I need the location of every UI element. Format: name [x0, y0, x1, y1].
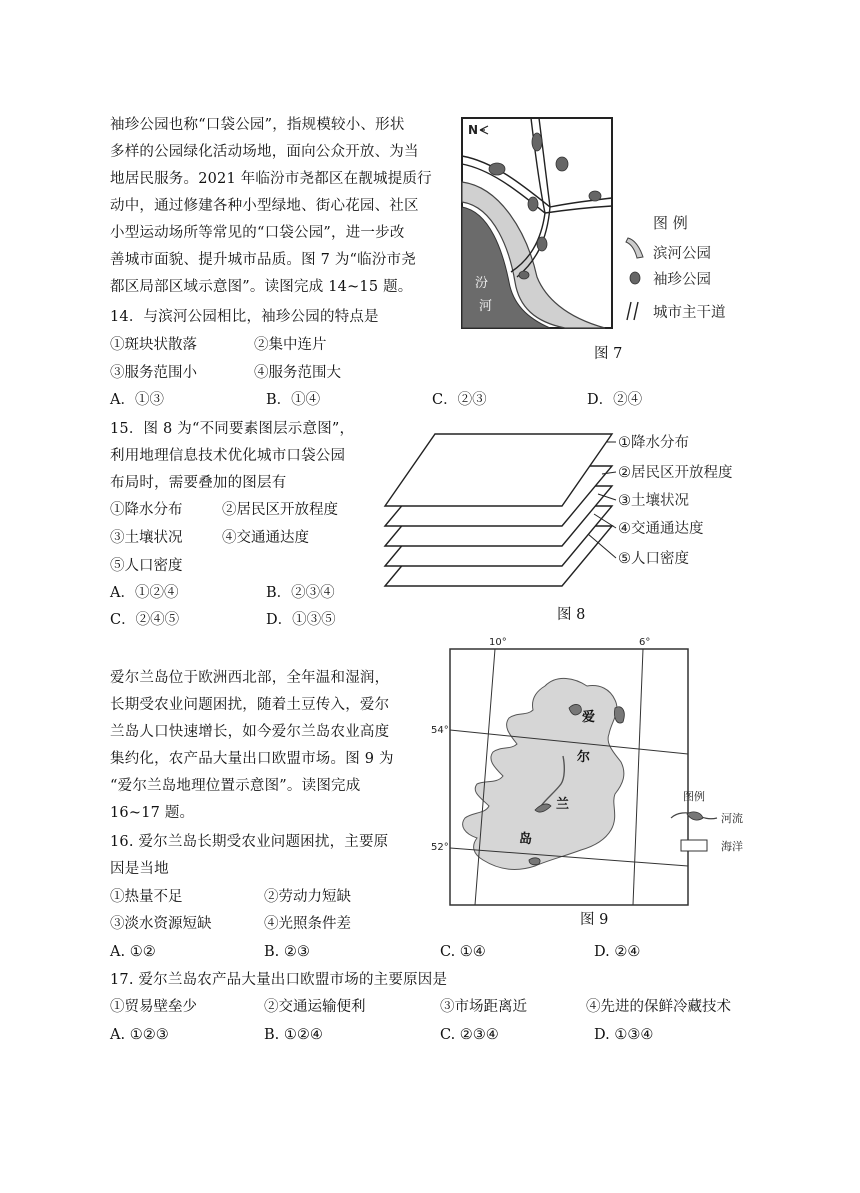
q17-choice-c[interactable]: C. ②③④ — [440, 1027, 499, 1043]
intro-line: 动中，通过修建各种小型绿地、街心花园、社区 — [110, 198, 419, 214]
legend-item: 城市主干道 — [653, 305, 726, 321]
q14-statement-4: ④服务范围大 — [254, 365, 341, 381]
legend-item: 滨河公园 — [653, 246, 711, 262]
intro-line: 都区局部区域示意图”。读图完成 14~15 题。 — [110, 279, 413, 295]
intro-line: 善城市面貌、提升城市品质。图 7 为“临汾市尧 — [110, 252, 416, 268]
layer-label: ④交通通达度 — [618, 521, 704, 537]
longitude-label: 10° — [489, 637, 507, 648]
q16-choice-b[interactable]: B. ②③ — [264, 944, 310, 960]
longitude-label: 6° — [639, 637, 651, 648]
q16-stem: 因是当地 — [110, 861, 169, 877]
q15-stem: 布局时，需要叠加的图层有 — [110, 475, 287, 491]
q15-statement-2: ②居民区开放程度 — [222, 502, 338, 518]
figure-7-map — [455, 112, 755, 362]
q17-choice-d[interactable]: D. ①③④ — [594, 1027, 654, 1043]
q14-statement-1: ①斑块状散落 — [110, 337, 197, 353]
island-label: 尔 — [577, 750, 591, 765]
latitude-label: 54° — [431, 725, 449, 736]
q16-statement-2: ②劳动力短缺 — [264, 889, 351, 905]
q16-intro-line: 爱尔兰岛位于欧洲西北部，全年温和湿润， — [110, 670, 390, 686]
layer-label: ⑤人口密度 — [618, 551, 689, 567]
q16-statement-4: ④光照条件差 — [264, 916, 351, 932]
q16-statement-3: ③淡水资源短缺 — [110, 916, 212, 932]
intro-line: 地居民服务。2021 年临汾市尧都区在靓城提质行 — [110, 171, 432, 187]
q16-statement-1: ①热量不足 — [110, 889, 183, 905]
q16-intro-line: 兰岛人口快速增长，如今爱尔兰岛农业高度 — [110, 724, 390, 740]
q14-statement-3: ③服务范围小 — [110, 365, 197, 381]
q15-choice-b[interactable]: B．②③④ — [266, 585, 335, 601]
q15-statement-3: ③土壤状况 — [110, 530, 183, 546]
q17-statement-3: ③市场距离近 — [440, 999, 527, 1015]
pocket-park-icon — [630, 272, 640, 284]
layer-label: ①降水分布 — [618, 435, 689, 451]
q14-choice-b[interactable]: B．①④ — [266, 392, 321, 408]
q16-choice-a[interactable]: A. ①② — [110, 944, 156, 960]
q15-choice-c[interactable]: C．②④⑤ — [110, 612, 180, 628]
north-label: N — [468, 123, 479, 137]
river-label: 汾 — [475, 276, 489, 291]
q16-choice-c[interactable]: C. ①④ — [440, 944, 486, 960]
riverside-park-icon — [626, 238, 643, 258]
q15-statement-5: ⑤人口密度 — [110, 558, 183, 574]
q15-stem: 利用地理信息技术优化城市口袋公园 — [110, 448, 346, 464]
lake — [614, 707, 624, 723]
island-label: 岛 — [519, 832, 533, 847]
q15-choice-a[interactable]: A．①②④ — [110, 585, 179, 601]
latitude-label: 52° — [431, 842, 449, 853]
q17-statement-2: ②交通运输便利 — [264, 999, 366, 1015]
figure-8-layers — [380, 428, 760, 598]
legend-title: 图 例 — [653, 214, 688, 232]
island-label: 兰 — [556, 797, 570, 812]
river-label: 河 — [479, 299, 493, 314]
island-label: 爱 — [582, 710, 596, 725]
q15-statement-4: ④交通通达度 — [222, 530, 309, 546]
figure-9-caption: 图 9 — [580, 912, 609, 928]
q16-intro-line: “爱尔兰岛地理位置示意图”。读图完成 — [110, 778, 361, 794]
q14-choice-d[interactable]: D．②④ — [587, 392, 643, 408]
sea-icon — [681, 840, 707, 851]
q14-statement-2: ②集中连片 — [254, 337, 327, 353]
legend-title: 图例 — [683, 790, 705, 803]
intro-line: 多样的公园绿化活动场地，面向公众开放、为当 — [110, 144, 419, 160]
q17-statement-4: ④先进的保鲜冷藏技术 — [586, 999, 731, 1015]
q16-intro-line: 集约化，农产品大量出口欧盟市场。图 9 为 — [110, 751, 394, 767]
q17-stem: 17. 爱尔兰岛农产品大量出口欧盟市场的主要原因是 — [110, 972, 448, 988]
intro-line: 小型运动场所等常见的“口袋公园”，进一步改 — [110, 225, 405, 241]
q14-choice-c[interactable]: C．②③ — [432, 392, 487, 408]
q17-choice-b[interactable]: B. ①②④ — [264, 1027, 323, 1043]
q16-intro-line: 16~17 题。 — [110, 805, 195, 821]
layer-label: ②居民区开放程度 — [618, 465, 733, 481]
q15-statement-1: ①降水分布 — [110, 502, 183, 518]
intro-line: 袖珍公园也称“口袋公园”，指规模较小、形状 — [110, 117, 405, 133]
layer-label: ③土壤状况 — [618, 493, 689, 509]
figure-8-caption: 图 8 — [557, 607, 586, 623]
figure-9-map — [425, 634, 775, 914]
main-road-icon — [627, 302, 638, 320]
q15-stem: 15．图 8 为“不同要素图层示意图”， — [110, 421, 355, 437]
legend-item: 河流 — [721, 812, 743, 825]
figure-7-caption: 图 7 — [594, 346, 623, 362]
q16-stem: 16. 爱尔兰岛长期受农业问题困扰，主要原 — [110, 834, 389, 850]
q16-choice-d[interactable]: D. ②④ — [594, 944, 641, 960]
q17-statement-1: ①贸易壁垒少 — [110, 999, 197, 1015]
q16-intro-line: 长期受农业问题困扰，随着土豆传入，爱尔 — [110, 697, 390, 713]
lake — [529, 858, 540, 865]
q15-choice-d[interactable]: D．①③⑤ — [266, 612, 336, 628]
q17-choice-a[interactable]: A. ①②③ — [110, 1027, 169, 1043]
legend-item: 袖珍公园 — [653, 272, 711, 288]
legend-item: 海洋 — [721, 840, 743, 853]
q14-choice-a[interactable]: A．①③ — [110, 392, 164, 408]
q14-stem: 14．与滨河公园相比，袖珍公园的特点是 — [110, 309, 379, 325]
